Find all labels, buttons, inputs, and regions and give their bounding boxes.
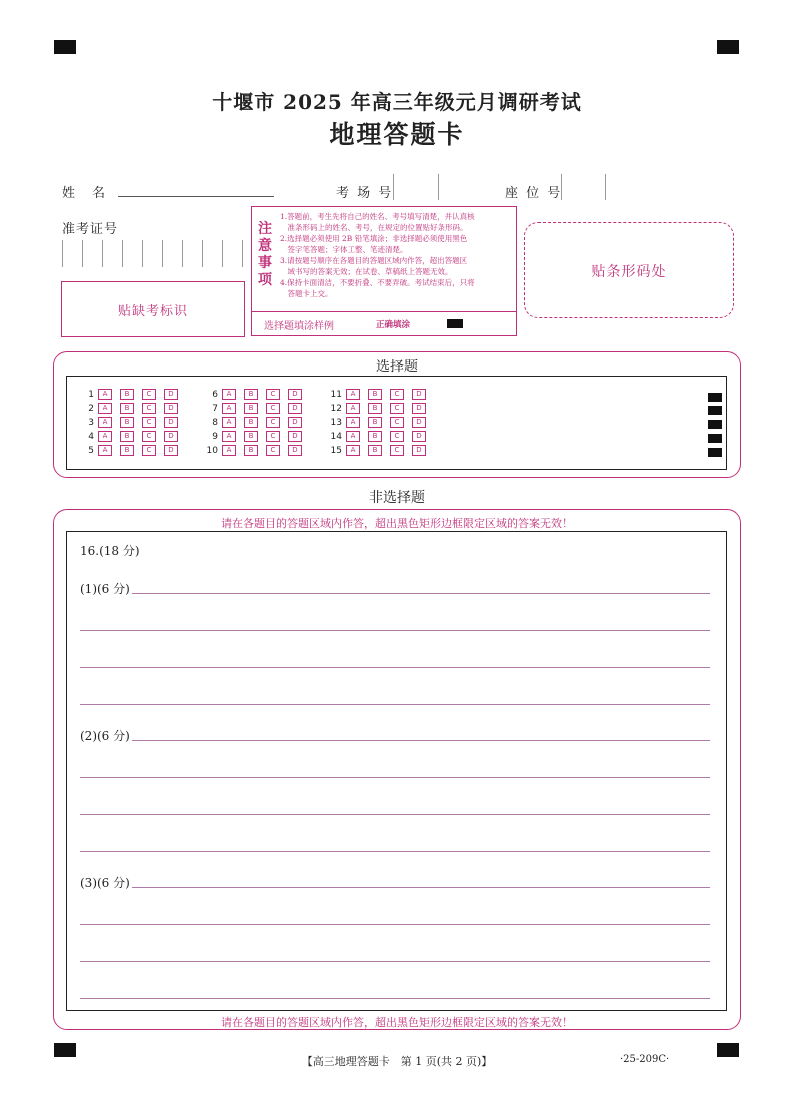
question-number: 12 (330, 404, 342, 414)
notice-line: 准条形码上的姓名、考号，在规定的位置贴好条形码。 (280, 223, 468, 232)
question-number: 1 (88, 390, 94, 400)
choice-row (328, 417, 434, 430)
choice-row (204, 417, 310, 430)
option-bubble[interactable]: B (244, 417, 258, 428)
notice-box (251, 206, 517, 336)
notice-line: 域书写的答案无效；在试卷、草稿纸上答题无效。 (280, 267, 453, 276)
option-bubble[interactable]: B (368, 445, 382, 456)
ticket-divider (182, 240, 183, 267)
notice-line: 4.保持卡面清洁，不要折叠、不要弄破。考试结束后，只将 (280, 278, 475, 287)
option-bubble[interactable]: A (346, 431, 360, 442)
missing-exam-sticker-box[interactable] (61, 281, 245, 337)
notice-line: 2.选择题必须使用 2B 铅笔填涂；非选择题必须使用黑色 (280, 234, 468, 243)
notice-line: 1.答题前，考生先将自己的姓名、考号填写清楚，并认真核 (280, 212, 475, 221)
option-bubble[interactable]: C (142, 389, 156, 400)
option-bubble[interactable]: C (266, 445, 280, 456)
option-bubble[interactable]: C (390, 403, 404, 414)
option-bubble[interactable]: A (98, 445, 112, 456)
option-bubble[interactable]: D (164, 417, 178, 428)
timing-mark (708, 406, 722, 415)
question-number: 3 (88, 418, 94, 428)
question-number: 6 (212, 390, 218, 400)
notice-text (280, 211, 512, 299)
question-number: 10 (206, 446, 218, 456)
registration-mark-top-left (54, 40, 76, 54)
choice-row (80, 445, 186, 458)
exam-room-label: 考 场 号 (336, 186, 394, 201)
option-bubble[interactable]: C (266, 431, 280, 442)
question-number: 9 (212, 432, 218, 442)
option-bubble[interactable]: C (390, 445, 404, 456)
option-bubble[interactable]: A (98, 389, 112, 400)
option-bubble[interactable]: A (222, 445, 236, 456)
option-bubble[interactable]: A (346, 389, 360, 400)
option-bubble[interactable]: A (222, 389, 236, 400)
option-bubble[interactable]: A (222, 403, 236, 414)
answer-line[interactable] (80, 630, 710, 631)
option-bubble[interactable]: D (164, 445, 178, 456)
ticket-divider (142, 240, 143, 267)
option-bubble[interactable]: C (390, 389, 404, 400)
option-bubble[interactable]: B (368, 417, 382, 428)
option-bubble[interactable]: D (412, 445, 426, 456)
ticket-divider (102, 240, 103, 267)
seat-divider (605, 174, 606, 200)
part-label: (1)(6 分) (80, 582, 130, 596)
answer-line[interactable] (80, 998, 710, 999)
answer-line[interactable] (80, 777, 710, 778)
choice-row (204, 431, 310, 444)
ticket-number-label: 准考证号 (62, 222, 119, 237)
question-number: 15 (330, 446, 342, 456)
option-bubble[interactable]: B (244, 389, 258, 400)
footer-page-info: 【高三地理答题卡 第 1 页(共 2 页)】 (301, 1055, 493, 1068)
option-bubble[interactable]: A (98, 431, 112, 442)
footer-code: ·25-209C· (620, 1054, 670, 1065)
timing-mark (708, 434, 722, 443)
question-number: 4 (88, 432, 94, 442)
barcode-sticker-area[interactable] (524, 222, 734, 318)
option-bubble[interactable]: B (120, 445, 134, 456)
option-bubble[interactable]: D (288, 417, 302, 428)
missing-exam-label: 贴缺考标识 (117, 304, 188, 319)
nonchoice-section-title: 非选择题 (369, 490, 425, 506)
option-bubble[interactable]: D (164, 389, 178, 400)
option-bubble[interactable]: D (412, 403, 426, 414)
question-number: 13 (330, 418, 342, 428)
sheet-title: 地理答题卡 (329, 120, 465, 149)
option-bubble[interactable]: C (266, 389, 280, 400)
option-bubble[interactable]: D (164, 431, 178, 442)
choice-row (80, 403, 186, 416)
ticket-divider (162, 240, 163, 267)
name-label: 姓 名 (62, 186, 108, 201)
answer-line[interactable] (80, 887, 710, 888)
option-bubble[interactable]: C (142, 445, 156, 456)
notice-heading (256, 221, 274, 289)
choice-row (204, 389, 310, 402)
option-bubble[interactable]: B (120, 431, 134, 442)
question-number: 7 (212, 404, 218, 414)
ticket-divider (122, 240, 123, 267)
timing-mark (708, 420, 722, 429)
option-bubble[interactable]: D (412, 417, 426, 428)
choice-row (328, 445, 434, 458)
question-number: 14 (330, 432, 342, 442)
question-number: 11 (330, 390, 342, 400)
notice-heading-char: 项 (258, 272, 272, 288)
option-bubble[interactable]: D (288, 389, 302, 400)
timing-mark (708, 448, 722, 457)
notice-heading-char: 意 (258, 238, 272, 254)
ticket-number-field[interactable] (62, 240, 244, 267)
option-bubble[interactable]: A (98, 417, 112, 428)
answer-line[interactable] (80, 593, 710, 594)
option-bubble[interactable]: A (222, 417, 236, 428)
notice-line: 3.请按题号顺序在各题目的答题区域内作答，超出答题区 (280, 256, 468, 265)
option-bubble[interactable]: C (390, 431, 404, 442)
option-bubble[interactable]: C (142, 431, 156, 442)
seat-divider (561, 174, 562, 200)
option-bubble[interactable]: A (98, 403, 112, 414)
question-number: 2 (88, 404, 94, 414)
option-bubble[interactable]: A (222, 431, 236, 442)
option-bubble[interactable]: D (412, 431, 426, 442)
exam-room-divider (438, 174, 439, 200)
part-label: (2)(6 分) (80, 729, 130, 743)
correct-fill-sample (447, 319, 463, 328)
ticket-divider (82, 240, 83, 267)
ticket-divider (242, 240, 243, 267)
option-bubble[interactable]: B (244, 445, 258, 456)
option-bubble[interactable]: C (266, 403, 280, 414)
option-bubble[interactable]: C (142, 403, 156, 414)
answer-line[interactable] (80, 851, 710, 852)
choice-row (328, 389, 434, 402)
option-bubble[interactable]: B (244, 403, 258, 414)
option-bubble[interactable]: C (390, 417, 404, 428)
name-field[interactable] (118, 196, 274, 197)
choice-section-title: 选择题 (376, 359, 418, 375)
option-bubble[interactable]: A (346, 403, 360, 414)
choice-row (80, 389, 186, 402)
ticket-divider (222, 240, 223, 267)
notice-line: 答题卡上交。 (280, 289, 333, 298)
barcode-label: 贴条形码处 (591, 264, 667, 280)
option-bubble[interactable]: B (120, 403, 134, 414)
notice-heading-char: 注 (258, 221, 272, 237)
option-bubble[interactable]: B (368, 389, 382, 400)
option-bubble[interactable]: D (288, 445, 302, 456)
option-bubble[interactable]: B (244, 431, 258, 442)
answer-area[interactable] (66, 531, 727, 1011)
choice-row (328, 403, 434, 416)
ticket-divider (202, 240, 203, 267)
option-bubble[interactable]: D (288, 431, 302, 442)
choice-row (80, 431, 186, 444)
choice-row (204, 403, 310, 416)
notice-divider (252, 311, 516, 312)
bottom-warning: 请在各题目的答题区域内作答，超出黑色矩形边框限定区域的答案无效！ (221, 1016, 573, 1029)
answer-line[interactable] (80, 814, 710, 815)
timing-mark (708, 393, 722, 402)
option-bubble[interactable]: C (142, 417, 156, 428)
question-number: 8 (212, 418, 218, 428)
option-bubble[interactable]: A (346, 417, 360, 428)
option-bubble[interactable]: B (368, 403, 382, 414)
question-label: 16.(18 分) (80, 544, 140, 558)
seat-label: 座 位 号 (505, 186, 563, 201)
question-number: 5 (88, 446, 94, 456)
option-bubble[interactable]: D (288, 403, 302, 414)
option-bubble[interactable]: B (120, 389, 134, 400)
registration-mark-top-right (717, 40, 739, 54)
choice-row (328, 431, 434, 444)
exam-room-divider (393, 174, 394, 200)
choice-row (204, 445, 310, 458)
option-bubble[interactable]: D (412, 389, 426, 400)
fill-sample-label: 选择题填涂样例 (264, 321, 334, 332)
notice-line: 签字笔答题；字体工整、笔迹清楚。 (280, 245, 408, 254)
option-bubble[interactable]: B (368, 431, 382, 442)
answer-line[interactable] (80, 961, 710, 962)
correct-fill-label: 正确填涂 (376, 320, 411, 330)
option-bubble[interactable]: B (120, 417, 134, 428)
option-bubble[interactable]: D (164, 403, 178, 414)
notice-heading-char: 事 (258, 255, 272, 271)
part-label: (3)(6 分) (80, 876, 130, 890)
choice-row (80, 417, 186, 430)
answer-line[interactable] (80, 740, 710, 741)
answer-line[interactable] (80, 667, 710, 668)
exam-title: 十堰市 2025 年高三年级元月调研考试 (212, 90, 582, 114)
ticket-divider (62, 240, 63, 267)
option-bubble[interactable]: C (266, 417, 280, 428)
answer-line[interactable] (80, 924, 710, 925)
answer-line[interactable] (80, 704, 710, 705)
top-warning: 请在各题目的答题区域内作答，超出黑色矩形边框限定区域的答案无效！ (221, 517, 573, 530)
option-bubble[interactable]: A (346, 445, 360, 456)
